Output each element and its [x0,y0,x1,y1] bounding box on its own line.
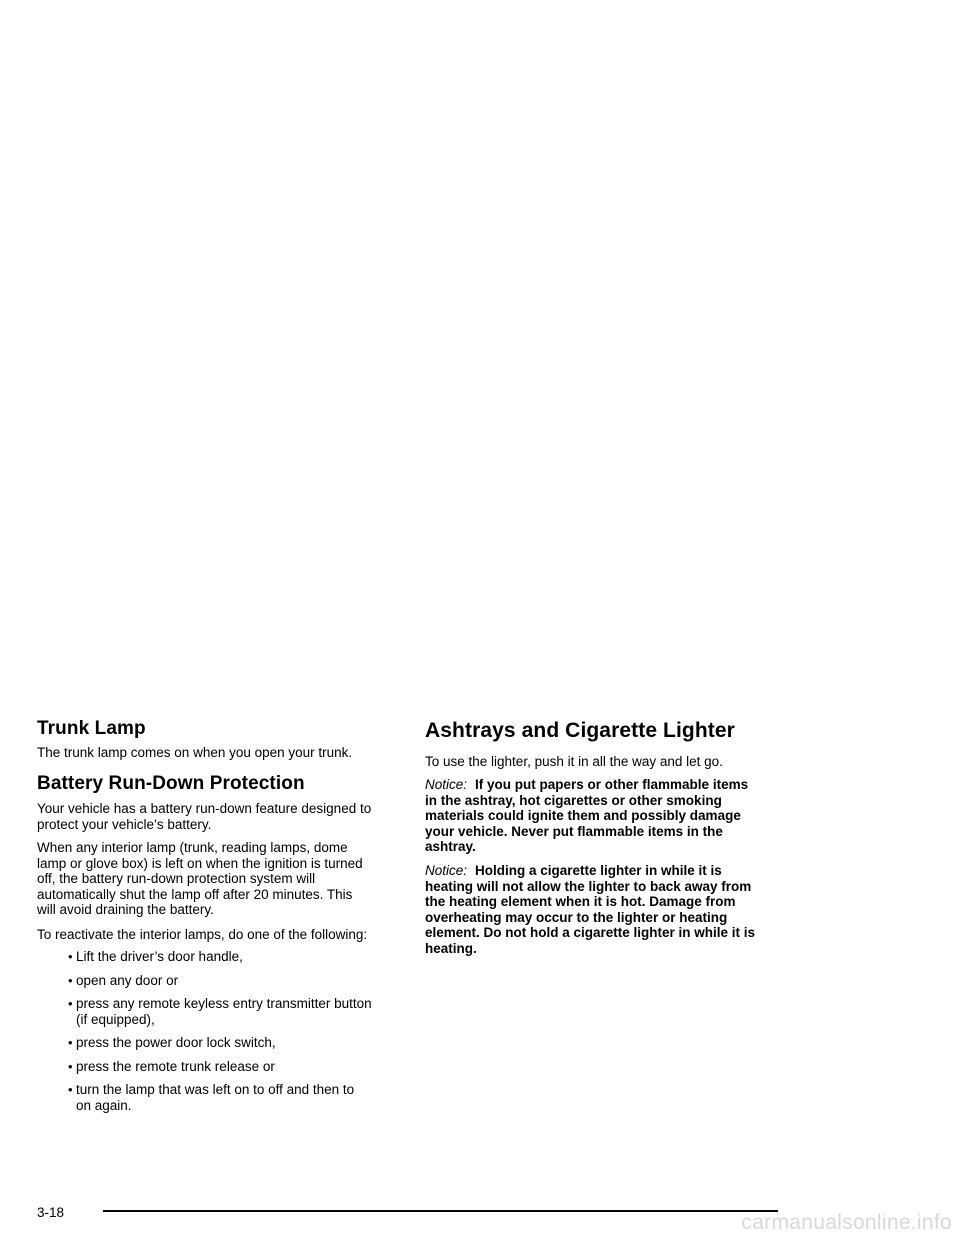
trunk-lamp-heading: Trunk Lamp [37,718,146,739]
trunk-lamp-body: The trunk lamp comes on when you open your trunk. [37,745,353,760]
bullet-icon: • [68,1035,73,1050]
watermark: carmanualsonline.info [741,1211,952,1234]
notice-2 [425,863,755,957]
battery-para-2-line: will avoid draining the battery. [37,902,214,918]
list-item [37,996,397,1027]
list-item [37,1059,397,1075]
notice-1 [425,777,748,855]
notice-text: materials could ignite them and possibly damage [425,808,741,824]
notice-text: overheating may occur to the lighter or heating [425,909,728,925]
bullet-icon: • [68,996,73,1011]
page-number: 3-18 [37,1205,65,1220]
notice-text: heating will not allow the lighter to back away from [425,878,752,894]
battery-para-3: To reactivate the interior lamps, do one of the following: [37,927,368,942]
list-item-text: press the power door lock switch, [76,1035,276,1050]
list-item-text: press the remote trunk release or [76,1059,275,1074]
notice-text: heating. [425,940,477,956]
battery-para-2-line: When any interior lamp (trunk, reading lamps, dome [37,840,348,855]
battery-para-1 [37,801,371,832]
list-item [37,949,397,965]
footer-rule [103,1210,778,1212]
notice-text: ashtray. [425,839,476,855]
notice-text: element. Do not hold a cigarette lighter in while it is [425,925,756,941]
battery-para-2-line: automatically shut the lamp off after 20 minutes. This [37,886,353,902]
bullet-icon: • [68,949,73,964]
lighter-intro: To use the lighter, push it in all the way and let go. [425,754,723,769]
list-item-text: (if equipped), [76,1011,155,1027]
notice-text: in the ashtray, hot cigarettes or other smoking [425,792,722,808]
list-item-text: open any door or [76,973,179,988]
battery-para-2 [37,840,363,918]
bullet-icon: • [68,1082,73,1097]
notice-text: Holding a cigarette lighter in while it is [475,863,722,878]
notice-label: Notice: [425,777,468,792]
list-item [37,973,397,989]
list-item [37,1035,397,1051]
battery-para-1-line: protect your vehicle’s battery. [37,816,212,832]
list-item-text: on again. [76,1097,132,1113]
battery-para-2-line: lamp or glove box) is left on when the ignition is turned [37,855,363,871]
notice-text: If you put papers or other flammable items [475,777,749,792]
battery-para-1-line: Your vehicle has a battery run-down feature designed to [37,801,372,816]
battery-heading: Battery Run-Down Protection [37,773,305,794]
battery-para-2-line: off, the battery run-down protection system will [37,871,316,887]
list-item-text: Lift the driver’s door handle, [76,949,243,964]
list-item-text: turn the lamp that was left on to off and then to [76,1082,355,1097]
ashtrays-heading: Ashtrays and Cigarette Lighter [425,719,735,742]
notice-label: Notice: [425,863,468,878]
notice-text: your vehicle. Never put flammable items in the [425,823,723,839]
list-item-text: press any remote keyless entry transmitter button [76,996,372,1011]
bullet-icon: • [68,1059,73,1074]
bullet-icon: • [68,973,73,988]
notice-text: the heating element when it is hot. Damage from [425,894,736,910]
list-item [37,1082,397,1113]
